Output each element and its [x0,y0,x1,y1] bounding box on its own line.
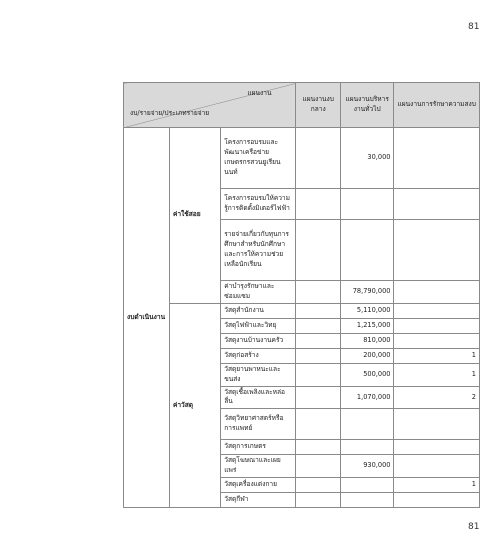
header-col-security: แผนงานการรักษาความสงบ [394,83,480,128]
cell-central [296,189,340,220]
cell-security [394,318,480,333]
cell-central [296,281,340,304]
cell-central [296,455,340,478]
cell-general-admin [340,189,394,220]
row-label: วัสดุวิทยาศาสตร์หรือการแพทย์ [221,409,296,440]
cell-security [394,455,480,478]
page-number-bottom: 81 [468,522,480,532]
cell-central [296,478,340,493]
cell-central [296,128,340,189]
cell-security [394,128,480,189]
cell-central [296,348,340,363]
budget-table [123,82,480,508]
row-label: วัสดุไฟฟ้าและวิทยุ [221,318,296,333]
cell-general-admin: 5,110,000 [340,303,394,318]
cell-security [394,303,480,318]
cell-security [394,440,480,455]
cell-general-admin [340,493,394,508]
cell-general-admin: 810,000 [340,333,394,348]
row-label: วัสดุยานพาหนะและขนส่ง [221,363,296,386]
row-label: วัสดุก่อสร้าง [221,348,296,363]
cell-general-admin [340,409,394,440]
cell-general-admin: 1,215,000 [340,318,394,333]
header-col-general-admin: แผนงานบริหารงานทั่วไป [340,83,394,128]
row-label: ค่าบำรุงรักษาและซ่อมแซม [221,281,296,304]
cell-central [296,303,340,318]
cell-security [394,189,480,220]
cell-central [296,440,340,455]
cell-central [296,363,340,386]
cell-central [296,333,340,348]
header-plan-label: แผนงาน [247,89,272,97]
cell-security [394,220,480,281]
row-label: วัสดุเครื่องแต่งกาย [221,478,296,493]
cell-security: 2 [394,386,480,409]
cell-security: 1 [394,348,480,363]
header-budget-type-label: งบ/รายจ่าย/ประเภทรายจ่าย [130,109,210,118]
cell-central [296,220,340,281]
row-label: วัสดุการเกษตร [221,440,296,455]
page-number-top: 81 [468,22,480,32]
cell-security [394,333,480,348]
row-label: รายจ่ายเกี่ยวกับทุนการศึกษาสำหรับนักศึกษาและการให้ความช่วยเหลือนักเรียน [221,220,296,281]
row-label: โครงการอบรมให้ความรู้การติดตั้งมิเตอร์ไฟฟ้า [221,189,296,220]
cell-security: 1 [394,363,480,386]
cell-central [296,318,340,333]
row-label: วัสดุโฆษณาและเผยแพร่ [221,455,296,478]
cell-general-admin: 500,000 [340,363,394,386]
row-label: วัสดุงานบ้านงานครัว [221,333,296,348]
group-expenses: ค่าใช้สอย [169,128,220,304]
category-operating-budget: งบดำเนินงาน [124,128,170,508]
cell-central [296,409,340,440]
cell-general-admin: 1,070,000 [340,386,394,409]
cell-general-admin: 30,000 [340,128,394,189]
cell-security [394,281,480,304]
cell-general-admin [340,478,394,493]
cell-central [296,493,340,508]
cell-general-admin: 78,790,000 [340,281,394,304]
row-label: วัสดุสำนักงาน [221,303,296,318]
group-materials: ค่าวัสดุ [169,303,220,507]
cell-general-admin [340,220,394,281]
row-label: โครงการอบรมและพัฒนาเครือข่ายเกษตรกรสวนยูเรียนนนท์ [221,128,296,189]
cell-general-admin: 200,000 [340,348,394,363]
cell-central [296,386,340,409]
row-label: วัสดุกีฬา [221,493,296,508]
header-corner-cell [124,83,296,128]
cell-security [394,409,480,440]
header-col-central: แผนงานงบกลาง [296,83,340,128]
cell-general-admin [340,440,394,455]
row-label: วัสดุเชื้อเพลิงและหล่อลื่น [221,386,296,409]
cell-general-admin: 930,000 [340,455,394,478]
cell-security: 1 [394,478,480,493]
cell-security [394,493,480,508]
